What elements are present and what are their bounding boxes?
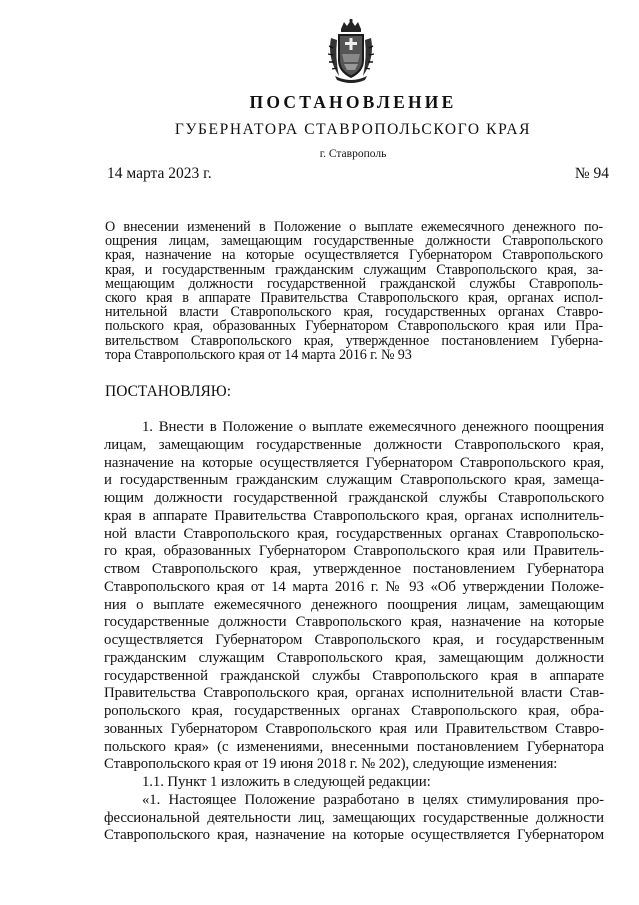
body-line: государственные должности Ставропольского края, назначение на которые: [104, 614, 604, 631]
body-line: го края, образованных Губернатором Ставропольского края или Правитель-: [104, 543, 604, 560]
subject-line: нительной власти Ставропольского края, государственных органах Ставро-: [105, 305, 603, 320]
body-line: края в аппарате Правительства Ставропольского края, органах исполнитель-: [104, 507, 604, 524]
subject-line: края, назначение на которые осуществляется Губернатором Ставропольского: [105, 248, 603, 263]
body-line: Ставропольского края от 14 марта 2016 г. № 93 «Об утверждении Положе-: [104, 578, 604, 595]
subject-line: ского края в аппарате Правительства Ставропольского края, органах испол-: [105, 291, 603, 306]
body-line: Ставропольского края, назначение на которые осуществляется Губернатором: [104, 827, 604, 844]
body-line: «1. Настоящее Положение разработано в целях стимулирования про-: [142, 791, 604, 808]
resolve-heading: ПОСТАНОВЛЯЮ:: [105, 383, 232, 400]
body-line: 1. Внести в Положение о выплате ежемесячного денежного поощрения: [142, 419, 604, 435]
body-line: назначение на которые осуществляется Губернатором Ставропольского края,: [104, 454, 604, 471]
body-line: лицам, замещающим государственные должности Ставропольского края,: [104, 436, 604, 453]
subject-line: польского края, образованных Губернатором Ставропольского края или Пра-: [105, 319, 603, 334]
subject-line: края, и государственным гражданским служащим Ставропольского края, за-: [105, 262, 603, 277]
body-line: Ставропольского края от 19 июня 2018 г. № 202), следующие изменения:: [104, 756, 558, 773]
body-line: Правительства Ставропольского края, органах исполнительной власти Став-: [104, 685, 604, 702]
document-number: № 94: [574, 165, 609, 182]
body-line: гражданским служащим Ставропольского края, замещающим должности: [104, 649, 604, 666]
body-line: государственной гражданской службы Ставропольского края в аппарате: [104, 667, 604, 684]
subject-line: О внесении изменений в Положение о выплате ежемесячного денежного по-: [105, 220, 603, 235]
body-line: ной власти Ставропольского края, государственных органах Ставропольско-: [104, 525, 604, 542]
body-line: польского края» (с изменениями, внесенными постановлением Губернатора: [104, 738, 604, 755]
body-line: фессиональной деятельности лиц, замещающих государственные должности: [104, 809, 604, 826]
document-date: 14 марта 2023 г.: [107, 165, 212, 182]
body-line: ством Ставропольского края, утвержденное постановлением Губернатора: [104, 561, 604, 577]
body-line: и государственным гражданским служащим Ставропольского края, замеща-: [104, 472, 604, 489]
subject-line: ощрения лицам, замещающим государственные должности Ставропольского: [105, 234, 603, 249]
issuer-title: ГУБЕРНАТОРА СТАВРОПОЛЬСКОГО КРАЯ: [174, 121, 532, 138]
body-line: 1.1. Пункт 1 изложить в следующей редакции:: [142, 774, 431, 790]
coat-of-arms-icon: [325, 18, 377, 84]
body-line: зованных Губернатором Ставропольского края или Правительством Ставро-: [104, 720, 604, 737]
subject-line: тора Ставропольского края от 14 марта 2016 г. № 93: [105, 347, 412, 363]
document-type-title: ПОСТАНОВЛЕНИЕ: [249, 92, 457, 112]
body-line: осуществляется Губернатором Ставропольского края, и государственным: [104, 632, 604, 648]
body-line: ющим должности государственной гражданской службы Ставропольского: [104, 490, 604, 506]
subject-line: мещающим должности государственной гражданской службы Ставрополь-: [105, 276, 603, 292]
document-body: [104, 419, 604, 845]
body-line: ния о выплате ежемесячного денежного поощрения лицам, замещающим: [104, 596, 604, 613]
city-label: г. Ставрополь: [319, 148, 387, 160]
subject-line: вительством Ставропольского края, утвержденное постановлением Губерна-: [105, 333, 603, 348]
body-line: ропольского края, государственных органах Ставропольского края, обра-: [104, 703, 604, 719]
document-subject: [105, 220, 603, 362]
